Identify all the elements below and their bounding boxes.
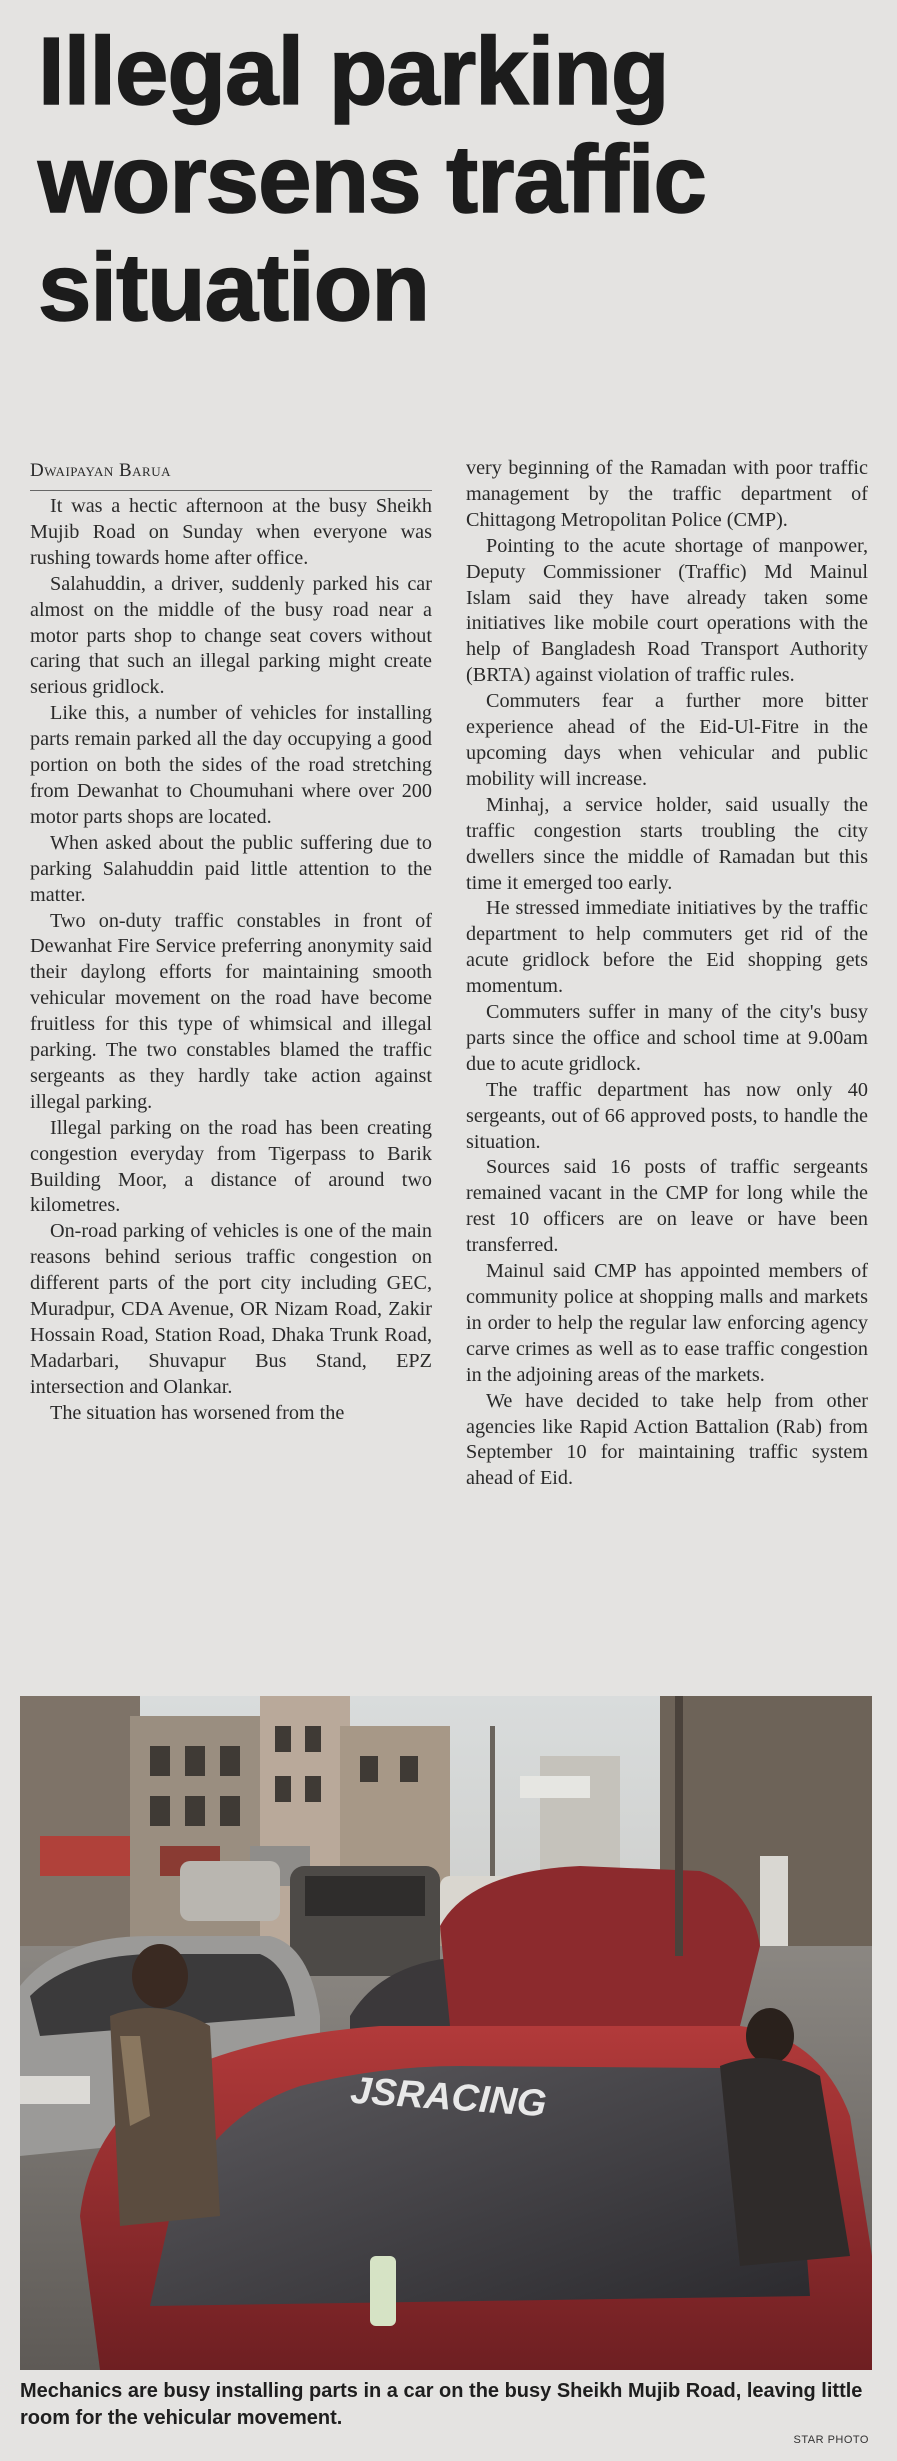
paragraph: Salahuddin, a driver, suddenly parked his car almost on the middle of the busy road near a motor parts shop to change seat covers without caring that such an illegal parking might create serious gridlock.	[30, 572, 432, 699]
windshield-decal: JSRACING	[348, 2069, 548, 2126]
paragraph: On-road parking of vehicles is one of the main reasons behind serious traffic congestion on different parts of the port city including GEC, Muradpur, CDA Avenue, OR Nizam Road, Zakir Hossain Road, Station Road, Dhaka Trunk Road, Madarbari, Shuvapur Bus Stand, EPZ intersection and Olankar.	[30, 1220, 432, 1398]
paragraph: Like this, a number of vehicles for installing parts remain parked all the day occupying a good portion on both the sides of the road stretching from Dewanhat to Choumuhani where over 200 motor parts shops are located.	[30, 702, 432, 828]
billboard	[520, 1776, 590, 1798]
shop-sign	[40, 1836, 130, 1876]
paragraph: Pointing to the acute shortage of manpower, Deputy Commissioner (Traffic) Md Mainul Islam said they have already taken some initiatives like mobile court operations with the help of Bangladesh Road Transport Authority (BRTA) against violation of traffic rules.	[466, 534, 868, 687]
pedestrian	[760, 1856, 788, 1946]
headline-line-2: worsens traffic	[38, 126, 706, 233]
paragraph: When asked about the public suffering due to parking Salahuddin paid little attention to the matter.	[30, 831, 432, 906]
red-car-hood	[440, 1866, 760, 2026]
byline: Dwaipayan Barua	[30, 456, 432, 491]
paragraph: very beginning of the Ramadan with poor traffic management by the traffic department of Chittagong Metropolitan Police (CMP).	[466, 457, 868, 531]
paragraph: Sources said 16 posts of traffic sergeants remained vacant in the CMP for long while the rest 10 officers are on leave or have been transferred.	[466, 1156, 868, 1257]
grey-car-headlight	[20, 2076, 90, 2104]
photo-caption: Mechanics are busy installing parts in a car on the busy Sheikh Mujib Road, leaving little room for the vehicular movement.	[20, 2380, 863, 2429]
street-photo	[20, 1696, 872, 2370]
paragraph: Two on-duty traffic constables in front of Dewanhat Fire Service preferring anonymity said their daylong efforts for maintaining smooth vehicular movement on the road have become fruitless for this type of whimsical and illegal parking. The two constables blamed the traffic sergeants as they hardly take action against illegal parking.	[30, 909, 432, 1113]
street-light-pole	[490, 1726, 495, 1876]
spray-bottle	[370, 2256, 396, 2326]
headline-line-3: situation	[38, 234, 429, 341]
article-column-right	[466, 456, 868, 1492]
street-scene-illustration	[20, 1696, 872, 2370]
headline	[38, 18, 878, 342]
building	[20, 1696, 140, 1956]
paragraph: The traffic department has now only 40 sergeants, out of 66 approved posts, to handle the situation.	[466, 1078, 868, 1153]
paragraph: Commuters fear a further more bitter experience ahead of the Eid-Ul-Fitre in the upcoming days when vehicular and public mobility will increase.	[466, 690, 868, 790]
paragraph: We have decided to take help from other agencies like Rapid Action Battalion (Rab) from September 10 for maintaining traffic system ahead of Eid.	[466, 1389, 868, 1490]
paragraph: Mainul said CMP has appointed members of community police at shopping malls and markets in order to help the regular law enforcing agency carve crimes as well as to ease traffic congestion in the adjoining areas of the markets.	[466, 1260, 868, 1386]
paragraph: Commuters suffer in many of the city's busy parts since the office and school time at 9.00am due to acute gridlock.	[466, 1001, 868, 1075]
utility-pole	[675, 1696, 683, 1956]
paragraph: Minhaj, a service holder, said usually the traffic congestion starts troubling the city dwellers since the middle of Ramadan but this time it emerged too early.	[466, 793, 868, 894]
article-column-left	[30, 456, 432, 1427]
paragraph: He stressed immediate initiatives by the traffic department to help commuters get rid of the acute gridlock before the Eid shopping gets momentum.	[466, 897, 868, 998]
paragraph: Illegal parking on the road has been creating congestion everyday from Tigerpass to Barik Building Moor, a distance of around two kilometres.	[30, 1116, 432, 1217]
paragraph: The situation has worsened from the	[50, 1401, 345, 1424]
paragraph: It was a hectic afternoon at the busy Sheikh Mujib Road on Sunday when everyone was rushing towards home after office.	[30, 495, 432, 569]
photo-credit: STAR PHOTO	[793, 2434, 869, 2446]
headline-line-1: Illegal parking	[38, 18, 669, 125]
